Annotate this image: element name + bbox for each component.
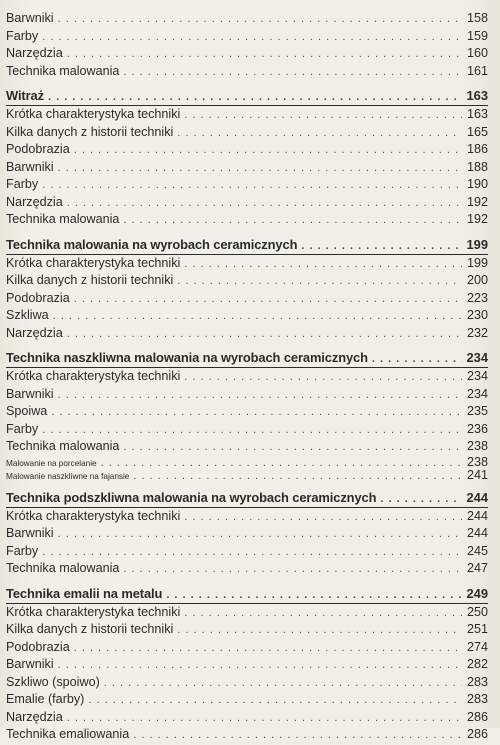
dot-leader	[42, 422, 462, 440]
section-heading	[6, 488, 488, 507]
entry-page-number: 241	[466, 467, 488, 482]
entry-title: Farby	[6, 177, 39, 191]
toc-entry	[6, 386, 488, 404]
entry-title: Krótka charakterystyka techniki	[6, 107, 181, 121]
entry-title: Narzędzia	[6, 709, 63, 724]
entry-page-number: 159	[466, 28, 488, 43]
entry-title: Kilka danych z historii techniki	[6, 622, 174, 636]
dot-leader	[166, 586, 462, 605]
entry-page-number: 235	[466, 404, 488, 418]
section-heading	[6, 235, 488, 254]
dot-leader	[74, 291, 462, 309]
entry-title: Krótka charakterystyka techniki	[6, 508, 181, 523]
toc-entry	[6, 211, 488, 229]
entry-page-number: 232	[466, 325, 488, 340]
entry-page-number: 238	[466, 439, 488, 453]
entry-page-number: 286	[466, 727, 488, 741]
entry-title: Kilka danych z historii techniki	[6, 124, 174, 139]
entry-page-number: 250	[466, 604, 488, 619]
entry-page-number: 163	[466, 107, 488, 121]
entry-title: Podobrazia	[6, 639, 70, 654]
toc-entry	[6, 508, 488, 526]
dot-leader	[42, 177, 462, 195]
dot-leader	[372, 350, 462, 369]
entry-title: Farby	[6, 421, 39, 436]
toc-entry	[6, 194, 488, 212]
toc-entry	[6, 726, 488, 744]
entry-page-number: 245	[466, 543, 488, 558]
entry-page-number: 234	[466, 369, 488, 383]
entry-page-number: 200	[466, 273, 488, 287]
toc-entry	[6, 176, 488, 194]
entry-page-number: 188	[466, 159, 488, 174]
heading-page-number: 244	[466, 489, 488, 505]
entry-title: Emalie (farby)	[6, 692, 85, 706]
toc-entry	[6, 621, 488, 639]
dot-leader	[51, 404, 462, 422]
entry-page-number: 223	[466, 290, 488, 305]
dot-leader	[58, 11, 462, 29]
entry-page-number: 199	[466, 255, 488, 270]
toc-section	[6, 10, 488, 80]
heading-title: Technika podszkliwna malowania na wyrobach ceramicznych	[6, 489, 377, 505]
entry-title: Szkliwo (spoiwo)	[6, 674, 100, 689]
entry-page-number: 190	[466, 177, 488, 191]
dot-leader	[67, 46, 462, 64]
section-heading	[6, 348, 488, 367]
toc-entry	[6, 28, 488, 46]
entry-page-number: 282	[466, 657, 488, 671]
entry-title: Malowanie naszkliwne na fajansie	[6, 471, 130, 481]
entry-title: Farby	[6, 28, 39, 43]
toc-entry	[6, 543, 488, 561]
toc-section	[6, 348, 488, 482]
entry-title: Technika malowania	[6, 63, 120, 78]
table-of-contents	[6, 10, 488, 744]
dot-leader	[184, 605, 462, 623]
dot-leader	[177, 273, 462, 291]
entry-page-number: 283	[466, 674, 488, 689]
toc-entry	[6, 45, 488, 63]
entry-title: Technika malowania	[6, 439, 120, 453]
dot-leader	[58, 526, 462, 544]
entry-title: Spoiwa	[6, 404, 48, 418]
heading-page-number: 163	[466, 88, 488, 103]
toc-entry	[6, 106, 488, 124]
entry-title: Barwniki	[6, 11, 54, 25]
entry-page-number: 234	[466, 386, 488, 401]
entry-page-number: 160	[466, 46, 488, 60]
heading-title: Technika naszkliwna malowania na wyrobach ceramicznych	[6, 350, 368, 365]
entry-title: Krótka charakterystyka techniki	[6, 604, 181, 619]
entry-title: Barwniki	[6, 657, 54, 671]
dot-leader	[42, 544, 462, 562]
heading-title: Witraż	[6, 88, 44, 103]
entry-page-number: 186	[466, 142, 488, 156]
entry-title: Technika emaliowania	[6, 727, 130, 741]
dot-leader	[58, 387, 462, 405]
entry-page-number: 165	[466, 124, 488, 139]
entry-page-number: 247	[466, 561, 488, 575]
section-heading	[6, 584, 488, 603]
entry-title: Farby	[6, 543, 39, 558]
dot-leader	[133, 727, 462, 745]
entry-page-number: 158	[466, 11, 488, 25]
entry-page-number: 244	[466, 508, 488, 523]
entry-title: Krótka charakterystyka techniki	[6, 369, 181, 383]
toc-section	[6, 488, 488, 578]
entry-title: Narzędzia	[6, 194, 63, 209]
toc-entry	[6, 639, 488, 657]
dot-leader	[88, 692, 462, 710]
dot-leader	[184, 107, 462, 125]
heading-title: Technika emalii na metalu	[6, 585, 163, 601]
toc-entry	[6, 307, 488, 325]
toc-entry	[6, 255, 488, 273]
toc-entry	[6, 63, 488, 81]
heading-title: Technika malowania na wyrobach ceramicznych	[6, 236, 298, 252]
dot-leader	[74, 640, 462, 658]
entry-title: Technika malowania	[6, 561, 120, 575]
toc-entry	[6, 656, 488, 674]
toc-entry	[6, 691, 488, 709]
heading-page-number: 249	[466, 585, 488, 601]
dot-leader	[104, 675, 462, 693]
toc-entry	[6, 10, 488, 28]
heading-page-number: 199	[466, 236, 488, 252]
dot-leader	[74, 142, 462, 160]
dot-leader	[301, 237, 462, 256]
toc-entry	[6, 290, 488, 308]
toc-entry	[6, 604, 488, 622]
dot-leader	[101, 457, 462, 470]
toc-section	[6, 584, 488, 744]
entry-title: Krótka charakterystyka techniki	[6, 255, 181, 270]
toc-entry	[6, 674, 488, 692]
entry-title: Barwniki	[6, 526, 54, 540]
dot-leader	[177, 622, 462, 640]
entry-title: Narzędzia	[6, 46, 63, 60]
entry-page-number: 238	[466, 454, 488, 469]
entry-page-number: 286	[466, 709, 488, 724]
entry-page-number: 192	[466, 212, 488, 226]
dot-leader	[67, 710, 462, 728]
toc-entry	[6, 124, 488, 142]
entry-title: Technika malowania	[6, 212, 120, 226]
entry-title: Malowanie na porcelanie	[6, 458, 97, 468]
dot-leader	[58, 657, 462, 675]
dot-leader	[42, 29, 462, 47]
dot-leader	[123, 64, 462, 82]
toc-entry	[6, 469, 488, 482]
toc-entry	[6, 141, 488, 159]
entry-title: Podobrazia	[6, 142, 70, 156]
dot-leader	[184, 509, 462, 527]
dot-leader	[123, 212, 462, 230]
dot-leader	[123, 561, 462, 579]
toc-entry	[6, 272, 488, 290]
dot-leader	[380, 490, 462, 509]
entry-page-number: 283	[466, 692, 488, 706]
entry-page-number: 192	[466, 194, 488, 209]
entry-title: Barwniki	[6, 386, 54, 401]
toc-section	[6, 86, 488, 229]
entry-title: Podobrazia	[6, 290, 70, 305]
toc-entry	[6, 159, 488, 177]
entry-page-number: 251	[466, 622, 488, 636]
toc-entry	[6, 421, 488, 439]
entry-title: Narzędzia	[6, 325, 63, 340]
section-heading	[6, 86, 488, 105]
dot-leader	[53, 308, 462, 326]
dot-leader	[123, 439, 462, 457]
entry-page-number: 244	[466, 526, 488, 540]
toc-entry	[6, 368, 488, 386]
dot-leader	[48, 88, 462, 107]
dot-leader	[67, 326, 462, 344]
toc-entry	[6, 438, 488, 456]
entry-page-number: 274	[466, 639, 488, 654]
heading-page-number: 234	[466, 350, 488, 365]
entry-title: Szkliwa	[6, 308, 49, 322]
dot-leader	[184, 256, 462, 274]
toc-entry	[6, 456, 488, 469]
toc-entry	[6, 325, 488, 343]
dot-leader	[58, 160, 462, 178]
toc-entry	[6, 560, 488, 578]
toc-entry	[6, 403, 488, 421]
entry-page-number: 236	[466, 421, 488, 436]
toc-entry	[6, 709, 488, 727]
entry-title: Kilka danych z historii techniki	[6, 273, 174, 287]
dot-leader	[67, 195, 462, 213]
toc-section	[6, 235, 488, 343]
dot-leader	[177, 125, 462, 143]
dot-leader	[184, 369, 462, 387]
entry-title: Barwniki	[6, 159, 54, 174]
entry-page-number: 230	[466, 308, 488, 322]
toc-entry	[6, 525, 488, 543]
dot-leader	[133, 470, 462, 483]
entry-page-number: 161	[466, 63, 488, 78]
